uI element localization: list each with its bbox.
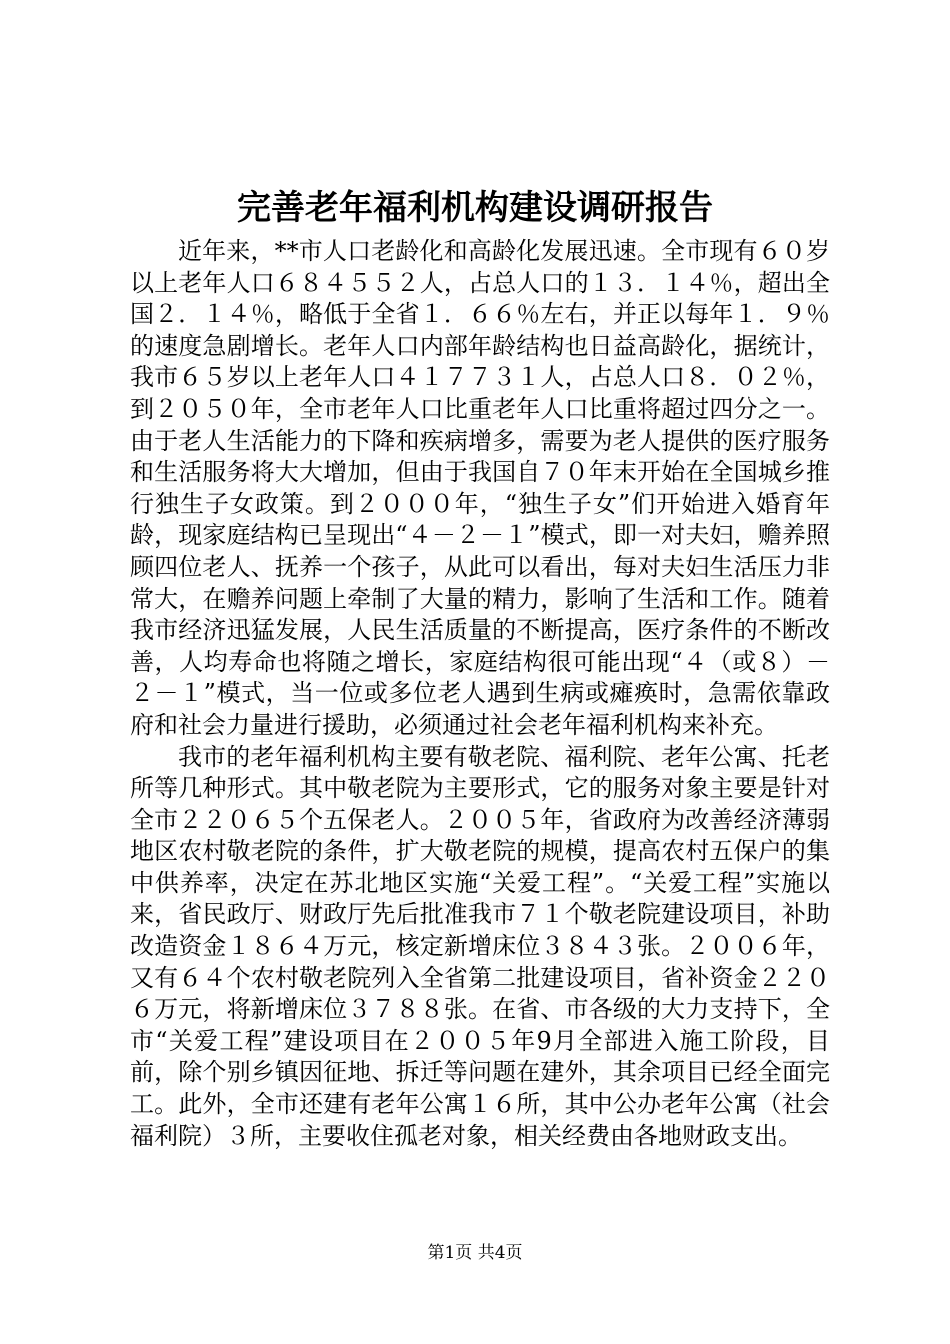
page-number-footer: 第1页 共4页 bbox=[427, 1243, 523, 1263]
paragraph-1: 近年来，**市人口老龄化和高龄化发展迅速。全市现有６０岁以上老年人口６８４５５２人，占总人口的１３．１４％，超出全国２．１４％，略低于全省１．６６％左右，并正以每年１．９％的速度急剧增长。老年人口内部年龄结构也日益高龄化，据统计，我市６５岁以上老年人口４１７７３１人，占总人口８．０２％，到２０５０年，全市老年人口比重老年人口比重将超过四分之一。由于老人生活能力的下降和疾病增多，需要为老人提供的医疗服务和生活服务将大大增加，但由于我国自７０年末开始在全国城乡推行独生子女政策。到２０００年，“独生子女”们开始进入婚育年龄，现家庭结构已呈现出“４－２－１”模式，即一对夫妇，赡养照顾四位老人、抚养一个孩子，从此可以看出，每对夫妇生活压力非常大，在赡养问题上牵制了大量的精力，影响了生活和工作。随着我市经济迅猛发展，人民生活质量的不断提高，医疗条件的不断改善，人均寿命也将随之增长，家庭结构很可能出现“４（或８）－２－１”模式，当一位或多位老人遇到生病或瘫痪时，急需依靠政府和社会力量进行援助，必须通过社会老年福利机构来补充。 bbox=[130, 237, 830, 739]
document-title: 完善老年福利机构建设调研报告 bbox=[237, 188, 713, 228]
paragraph-2: 我市的老年福利机构主要有敬老院、福利院、老年公寓、托老所等几种形式。其中敬老院为主要形式，它的服务对象主要是针对全市２２０６５个五保老人。２００５年，省政府为改善经济薄弱地区农村敬老院的条件，扩大敬老院的规模，提高农村五保户的集中供养率，决定在苏北地区实施“关爱工程”。“关爱工程”实施以来，省民政厅、财政厅先后批准我市７１个敬老院建设项目，补助改造资金１８６４万元，核定新增床位３８４３张。２００６年，又有６４个农村敬老院列入全省第二批建设项目，省补资金２２０６万元，将新增床位３７８８张。在省、市各级的大力支持下，全市“关爱工程”建设项目在２００５年9月全部进入施工阶段，目前，除个别乡镇因征地、拆迁等问题在建外，其余项目已经全面完工。此外，全市还建有老年公寓１６所，其中公办老年公寓（社会福利院）３所，主要收住孤老对象，相关经费由各地财政支出。 bbox=[130, 742, 830, 1150]
document-body bbox=[130, 236, 830, 1152]
